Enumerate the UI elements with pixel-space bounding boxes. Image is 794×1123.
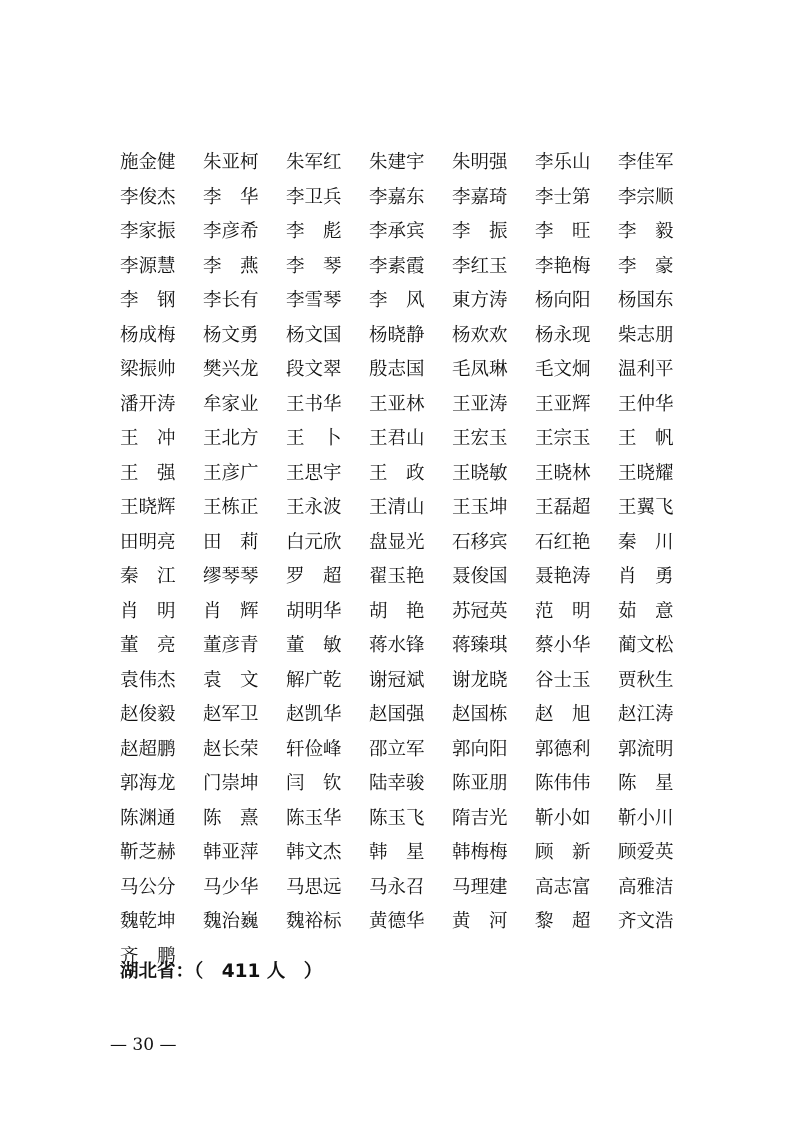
name-entry: 潘开涛 [120,393,176,415]
name-entry: 郭海龙 [120,773,176,794]
name-entry: 蔺文松 [618,635,674,656]
name-entry: 王 强 [120,462,176,484]
name-entry: 殷志国 [369,359,425,380]
name-entry: 王清山 [369,497,425,518]
name-entry: 黄 河 [452,911,508,932]
name-entry: 缪琴琴 [203,566,259,587]
name-entry: 肖 明 [120,600,176,622]
name-entry: 王 帆 [618,428,674,449]
name-entry: 韩梅梅 [452,842,508,863]
name-entry: 李 振 [452,221,508,242]
name-entry: 盘显光 [369,531,425,553]
name-entry: 杨欢欢 [452,324,508,346]
name-entry: 李承宾 [369,221,425,242]
name-entry: 段文翠 [286,359,342,380]
name-entry: 罗 超 [286,566,342,587]
name-entry: 马少华 [203,876,259,898]
name-entry: 赵军卫 [203,704,259,725]
name-entry: 李卫兵 [286,186,342,208]
name-entry: 田明亮 [120,531,176,553]
name-entry: 肖 勇 [618,566,674,587]
name-entry: 陈玉华 [286,807,342,829]
name-entry: 李源慧 [120,255,176,277]
name-entry: 王书华 [286,393,342,415]
name-entry: 顾 新 [535,842,591,863]
name-entry: 门崇坤 [203,773,259,794]
name-entry: 牟家业 [203,393,259,415]
name-entry: 王亚辉 [535,393,591,415]
name-list [120,146,680,974]
name-entry: 梁振帅 [120,359,176,380]
name-entry: 高雅洁 [618,876,674,898]
name-entry: 王栋正 [203,497,259,518]
name-entry: 赵俊毅 [120,704,176,725]
name-entry: 肖 辉 [203,600,259,622]
name-entry: 王北方 [203,428,259,449]
name-entry: 李乐山 [535,152,591,173]
name-entry: 聂艳涛 [535,566,591,587]
name-entry: 陈 星 [618,773,674,794]
name-entry: 王磊超 [535,497,591,518]
name-entry: 石红艳 [535,531,591,553]
name-entry: 陈 熹 [203,807,259,829]
name-entry: 贾秋生 [618,669,674,691]
name-entry: 陆幸骏 [369,773,425,794]
name-entry: 秦 江 [120,566,176,587]
name-entry: 齐 鹏 [120,945,176,967]
name-entry: 李彦希 [203,221,259,242]
name-entry: 王晓辉 [120,497,176,518]
name-entry: 李 钢 [120,290,176,311]
name-entry: 齐文浩 [618,911,674,932]
name-entry: 谢龙晓 [452,669,508,691]
name-entry: 杨国东 [618,290,674,311]
name-entry: 李 豪 [618,255,674,277]
name-entry: 李 彪 [286,221,342,242]
name-entry: 范 明 [535,600,591,622]
name-entry: 马永召 [369,876,425,898]
name-entry: 聂俊国 [452,566,508,587]
name-entry: 王彦广 [203,462,259,484]
name-entry: 朱建宇 [369,152,425,173]
name-entry: 黎 超 [535,911,591,932]
name-entry: 蒋水锋 [369,635,425,656]
name-entry: 蔡小华 [535,635,591,656]
name-entry: 杨文国 [286,324,342,346]
name-entry: 柴志朋 [618,324,674,346]
name-entry: 白元欣 [286,531,342,553]
name-entry: 王翼飞 [618,497,674,518]
name-entry: 袁 文 [203,669,259,691]
name-entry: 李俊杰 [120,186,176,208]
name-entry: 赵国栋 [452,704,508,725]
name-entry: 陈渊通 [120,807,176,829]
name-entry: 赵国强 [369,704,425,725]
name-entry: 郭向阳 [452,738,508,760]
name-entry: 韩 星 [369,842,425,863]
name-entry: 靳小川 [618,807,674,829]
name-entry: 李素霞 [369,255,425,277]
name-entry: 邵立军 [369,738,425,760]
name-entry: 马思远 [286,876,342,898]
name-entry: 東方涛 [452,290,508,311]
name-entry: 李嘉东 [369,186,425,208]
name-entry: 李 风 [369,290,425,311]
name-entry: 郭流明 [618,738,674,760]
name-entry: 施金健 [120,152,176,173]
name-entry: 靳小如 [535,807,591,829]
name-entry: 魏治巍 [203,911,259,932]
name-entry: 王思宇 [286,462,342,484]
name-entry: 樊兴龙 [203,359,259,380]
name-entry: 王晓敏 [452,462,508,484]
name-entry: 李家振 [120,221,176,242]
name-entry: 田 莉 [203,531,259,553]
name-entry: 王晓耀 [618,462,674,484]
name-entry: 王宏玉 [452,428,508,449]
name-entry: 黄德华 [369,911,425,932]
name-entry: 李雪琴 [286,290,342,311]
name-entry: 王晓林 [535,462,591,484]
name-entry: 杨永现 [535,324,591,346]
name-entry: 李嘉琦 [452,186,508,208]
name-entry: 李 琴 [286,255,342,277]
name-entry: 王亚涛 [452,393,508,415]
name-entry: 李 旺 [535,221,591,242]
name-entry: 李红玉 [452,255,508,277]
name-entry: 袁伟杰 [120,669,176,691]
name-entry: 马理建 [452,876,508,898]
name-entry: 王玉坤 [452,497,508,518]
name-entry: 王君山 [369,428,425,449]
name-entry: 李 毅 [618,221,674,242]
name-entry: 魏裕标 [286,911,342,932]
name-entry: 谢冠斌 [369,669,425,691]
name-entry: 高志富 [535,876,591,898]
name-entry: 轩俭峰 [286,738,342,760]
name-entry: 王 政 [369,462,425,484]
name-entry: 王仲华 [618,393,674,415]
name-entry: 赵江涛 [618,704,674,725]
name-entry: 蒋臻琪 [452,635,508,656]
name-entry: 李 华 [203,186,259,208]
name-entry: 赵凯华 [286,704,342,725]
name-entry: 王永波 [286,497,342,518]
name-entry: 王亚林 [369,393,425,415]
name-entry: 杨向阳 [535,290,591,311]
name-entry: 马公分 [120,876,176,898]
name-entry: 朱亚柯 [203,152,259,173]
name-entry: 李长有 [203,290,259,311]
name-entry: 闫 钦 [286,773,342,794]
name-entry: 郭德利 [535,738,591,760]
name-entry: 王 卜 [286,428,342,449]
name-entry: 董 敏 [286,635,342,656]
name-entry: 朱军红 [286,152,342,173]
name-entry: 陈亚朋 [452,773,508,794]
name-entry: 董 亮 [120,635,176,656]
name-entry: 苏冠英 [452,600,508,622]
name-entry: 毛凤琳 [452,359,508,380]
name-entry: 胡 艳 [369,600,425,622]
name-entry: 杨成梅 [120,324,176,346]
name-entry: 顾爱英 [618,842,674,863]
name-entry: 韩文杰 [286,842,342,863]
name-entry: 毛文炯 [535,359,591,380]
name-entry: 解广乾 [286,669,342,691]
name-entry: 魏乾坤 [120,911,176,932]
name-entry: 李士第 [535,186,591,208]
name-entry: 秦 川 [618,531,674,553]
name-entry: 杨晓静 [369,324,425,346]
name-entry: 赵 旭 [535,704,591,725]
name-entry: 陈玉飞 [369,807,425,829]
name-entry: 翟玉艳 [369,566,425,587]
name-entry: 李宗顺 [618,186,674,208]
name-entry: 王宗玉 [535,428,591,449]
name-entry: 隋吉光 [452,807,508,829]
section-heading: 湖北省：（ 411 人 ） [120,961,323,982]
name-entry: 董彦青 [203,635,259,656]
name-entry: 李 燕 [203,255,259,277]
name-entry: 杨文勇 [203,324,259,346]
name-entry: 赵长荣 [203,738,259,760]
name-entry: 李佳军 [618,152,674,173]
name-entry: 王 冲 [120,428,176,449]
page-number: — 30 — [110,1035,177,1055]
name-entry: 胡明华 [286,600,342,622]
name-entry: 谷士玉 [535,669,591,691]
name-entry: 李艳梅 [535,255,591,277]
name-entry: 石移宾 [452,531,508,553]
name-entry: 赵超鹏 [120,738,176,760]
name-entry: 靳芝赫 [120,842,176,863]
name-entry: 温利平 [618,359,674,380]
name-entry: 茹 意 [618,600,674,622]
name-entry: 陈伟伟 [535,773,591,794]
name-entry: 朱明强 [452,152,508,173]
name-entry: 韩亚萍 [203,842,259,863]
